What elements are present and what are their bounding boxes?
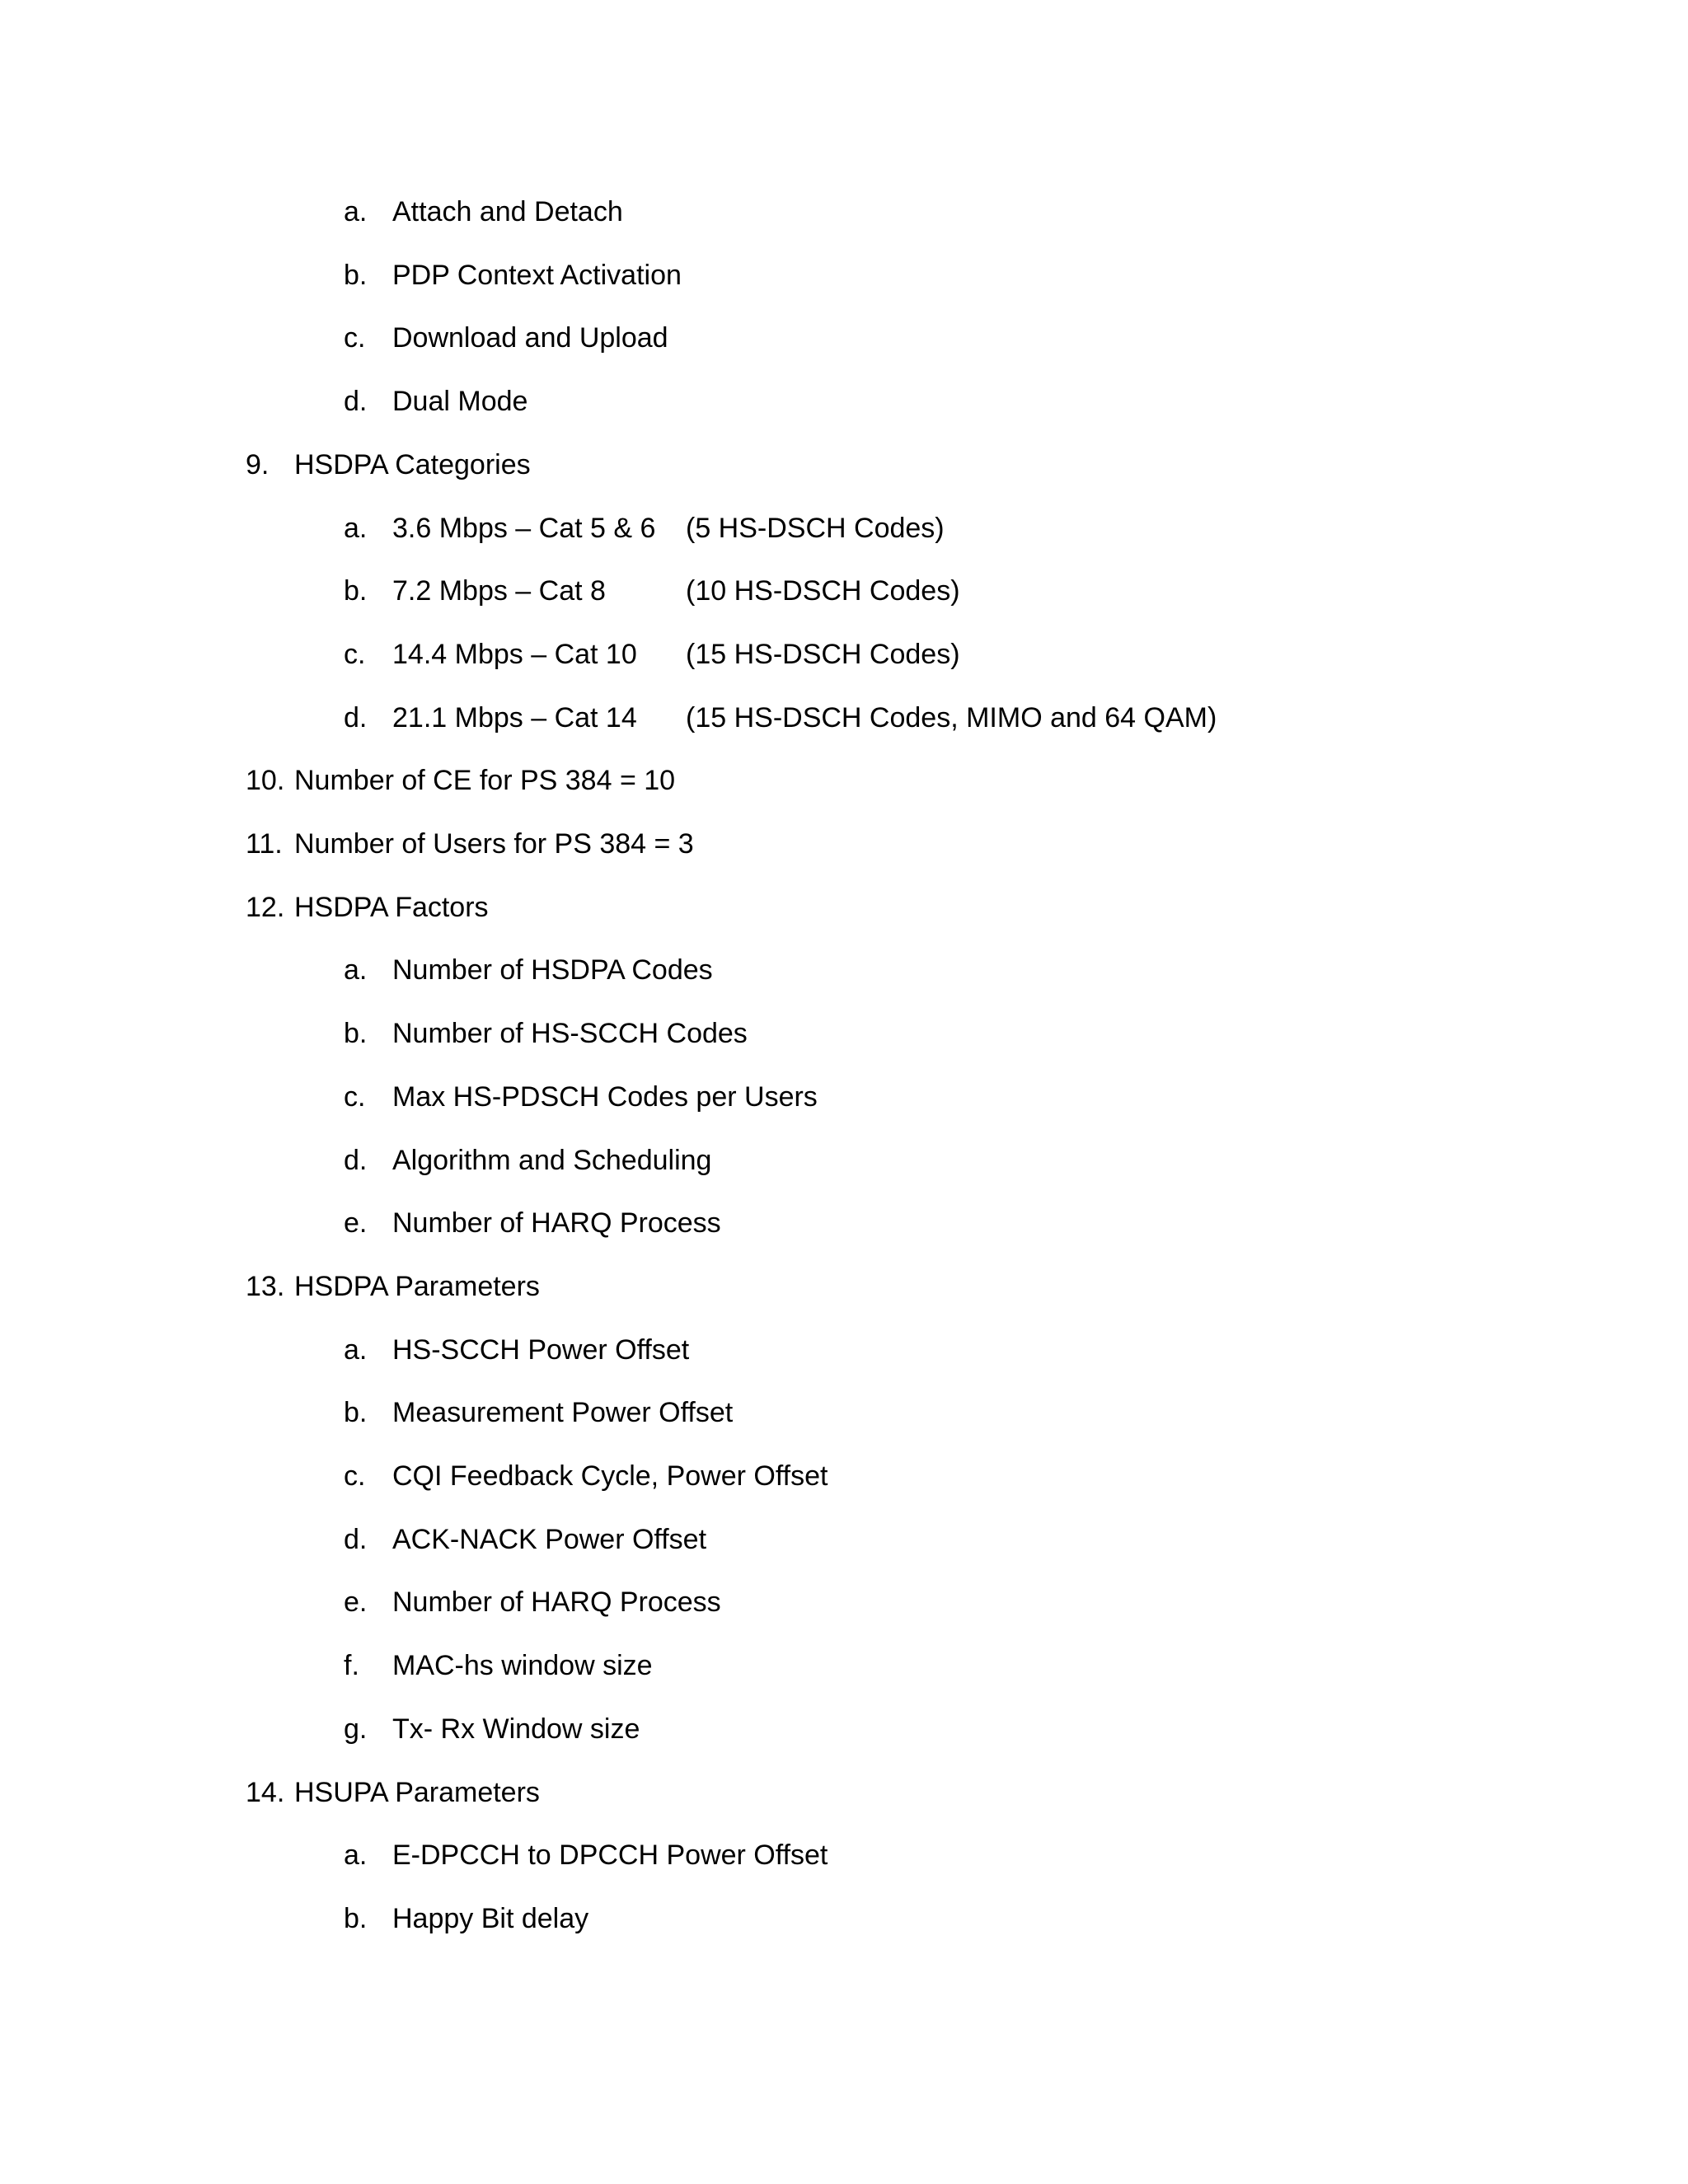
list-item-text: CQI Feedback Cycle, Power Offset — [392, 1460, 828, 1492]
list-marker: c. — [344, 1081, 366, 1113]
list-item-text: Dual Mode — [392, 386, 528, 417]
list-item-text: ACK-NACK Power Offset — [392, 1524, 707, 1555]
list-item-text: Max HS-PDSCH Codes per Users — [392, 1081, 818, 1113]
list-marker: b. — [344, 575, 368, 607]
list-marker: 14. — [246, 1777, 285, 1808]
list-item-text: PDP Context Activation — [392, 260, 682, 291]
list-item-note: (15 HS-DSCH Codes, MIMO and 64 QAM) — [686, 702, 1217, 733]
list-marker: e. — [344, 1586, 368, 1618]
list-item-text: Number of HS-SCCH Codes — [392, 1018, 748, 1049]
list-item-text: Number of HARQ Process — [392, 1207, 721, 1239]
list-marker: f. — [344, 1650, 359, 1681]
list-item-text: E-DPCCH to DPCCH Power Offset — [392, 1840, 828, 1871]
list-marker: 13. — [246, 1271, 285, 1302]
list-marker: b. — [344, 1018, 368, 1049]
list-item-text: HSDPA Parameters — [294, 1271, 540, 1302]
list-marker: c. — [344, 1460, 366, 1492]
list-item-text: HSUPA Parameters — [294, 1777, 540, 1808]
list-item-note: (5 HS-DSCH Codes) — [686, 513, 945, 544]
list-item-text: 3.6 Mbps – Cat 5 & 6 — [392, 513, 656, 544]
list-marker: c. — [344, 639, 366, 670]
list-marker: g. — [344, 1713, 368, 1745]
list-marker: 11. — [246, 828, 283, 860]
list-item-text: HSDPA Factors — [294, 892, 489, 923]
list-marker: d. — [344, 386, 368, 417]
list-item-text: 21.1 Mbps – Cat 14 — [392, 702, 637, 733]
list-marker: b. — [344, 260, 368, 291]
list-marker: 10. — [246, 765, 285, 796]
list-item-note: (10 HS-DSCH Codes) — [686, 575, 960, 607]
list-marker: c. — [344, 322, 366, 354]
list-item-text: HS-SCCH Power Offset — [392, 1334, 690, 1366]
list-marker: d. — [344, 702, 368, 733]
list-marker: 12. — [246, 892, 285, 923]
list-marker: a. — [344, 513, 368, 544]
list-item-text: MAC-hs window size — [392, 1650, 653, 1681]
list-item-text: Attach and Detach — [392, 196, 623, 227]
list-marker: d. — [344, 1145, 368, 1176]
list-item-text: Measurement Power Offset — [392, 1397, 734, 1428]
list-marker: e. — [344, 1207, 368, 1239]
list-item-text: 7.2 Mbps – Cat 8 — [392, 575, 606, 607]
list-item-text: Happy Bit delay — [392, 1903, 589, 1934]
list-marker: a. — [344, 954, 368, 986]
list-item-text: 14.4 Mbps – Cat 10 — [392, 639, 637, 670]
list-item-text: HSDPA Categories — [294, 449, 531, 480]
list-item-note: (15 HS-DSCH Codes) — [686, 639, 960, 670]
list-item-text: Algorithm and Scheduling — [392, 1145, 712, 1176]
list-item-text: Number of Users for PS 384 = 3 — [294, 828, 694, 860]
list-marker: a. — [344, 196, 368, 227]
list-item-text: Download and Upload — [392, 322, 668, 354]
list-marker: d. — [344, 1524, 368, 1555]
list-item-text: Number of HSDPA Codes — [392, 954, 713, 986]
list-marker: b. — [344, 1903, 368, 1934]
list-marker: a. — [344, 1840, 368, 1871]
list-item-text: Number of CE for PS 384 = 10 — [294, 765, 676, 796]
list-item-text: Tx- Rx Window size — [392, 1713, 640, 1745]
list-marker: a. — [344, 1334, 368, 1366]
list-marker: 9. — [246, 449, 270, 480]
list-item-text: Number of HARQ Process — [392, 1586, 721, 1618]
list-marker: b. — [344, 1397, 368, 1428]
